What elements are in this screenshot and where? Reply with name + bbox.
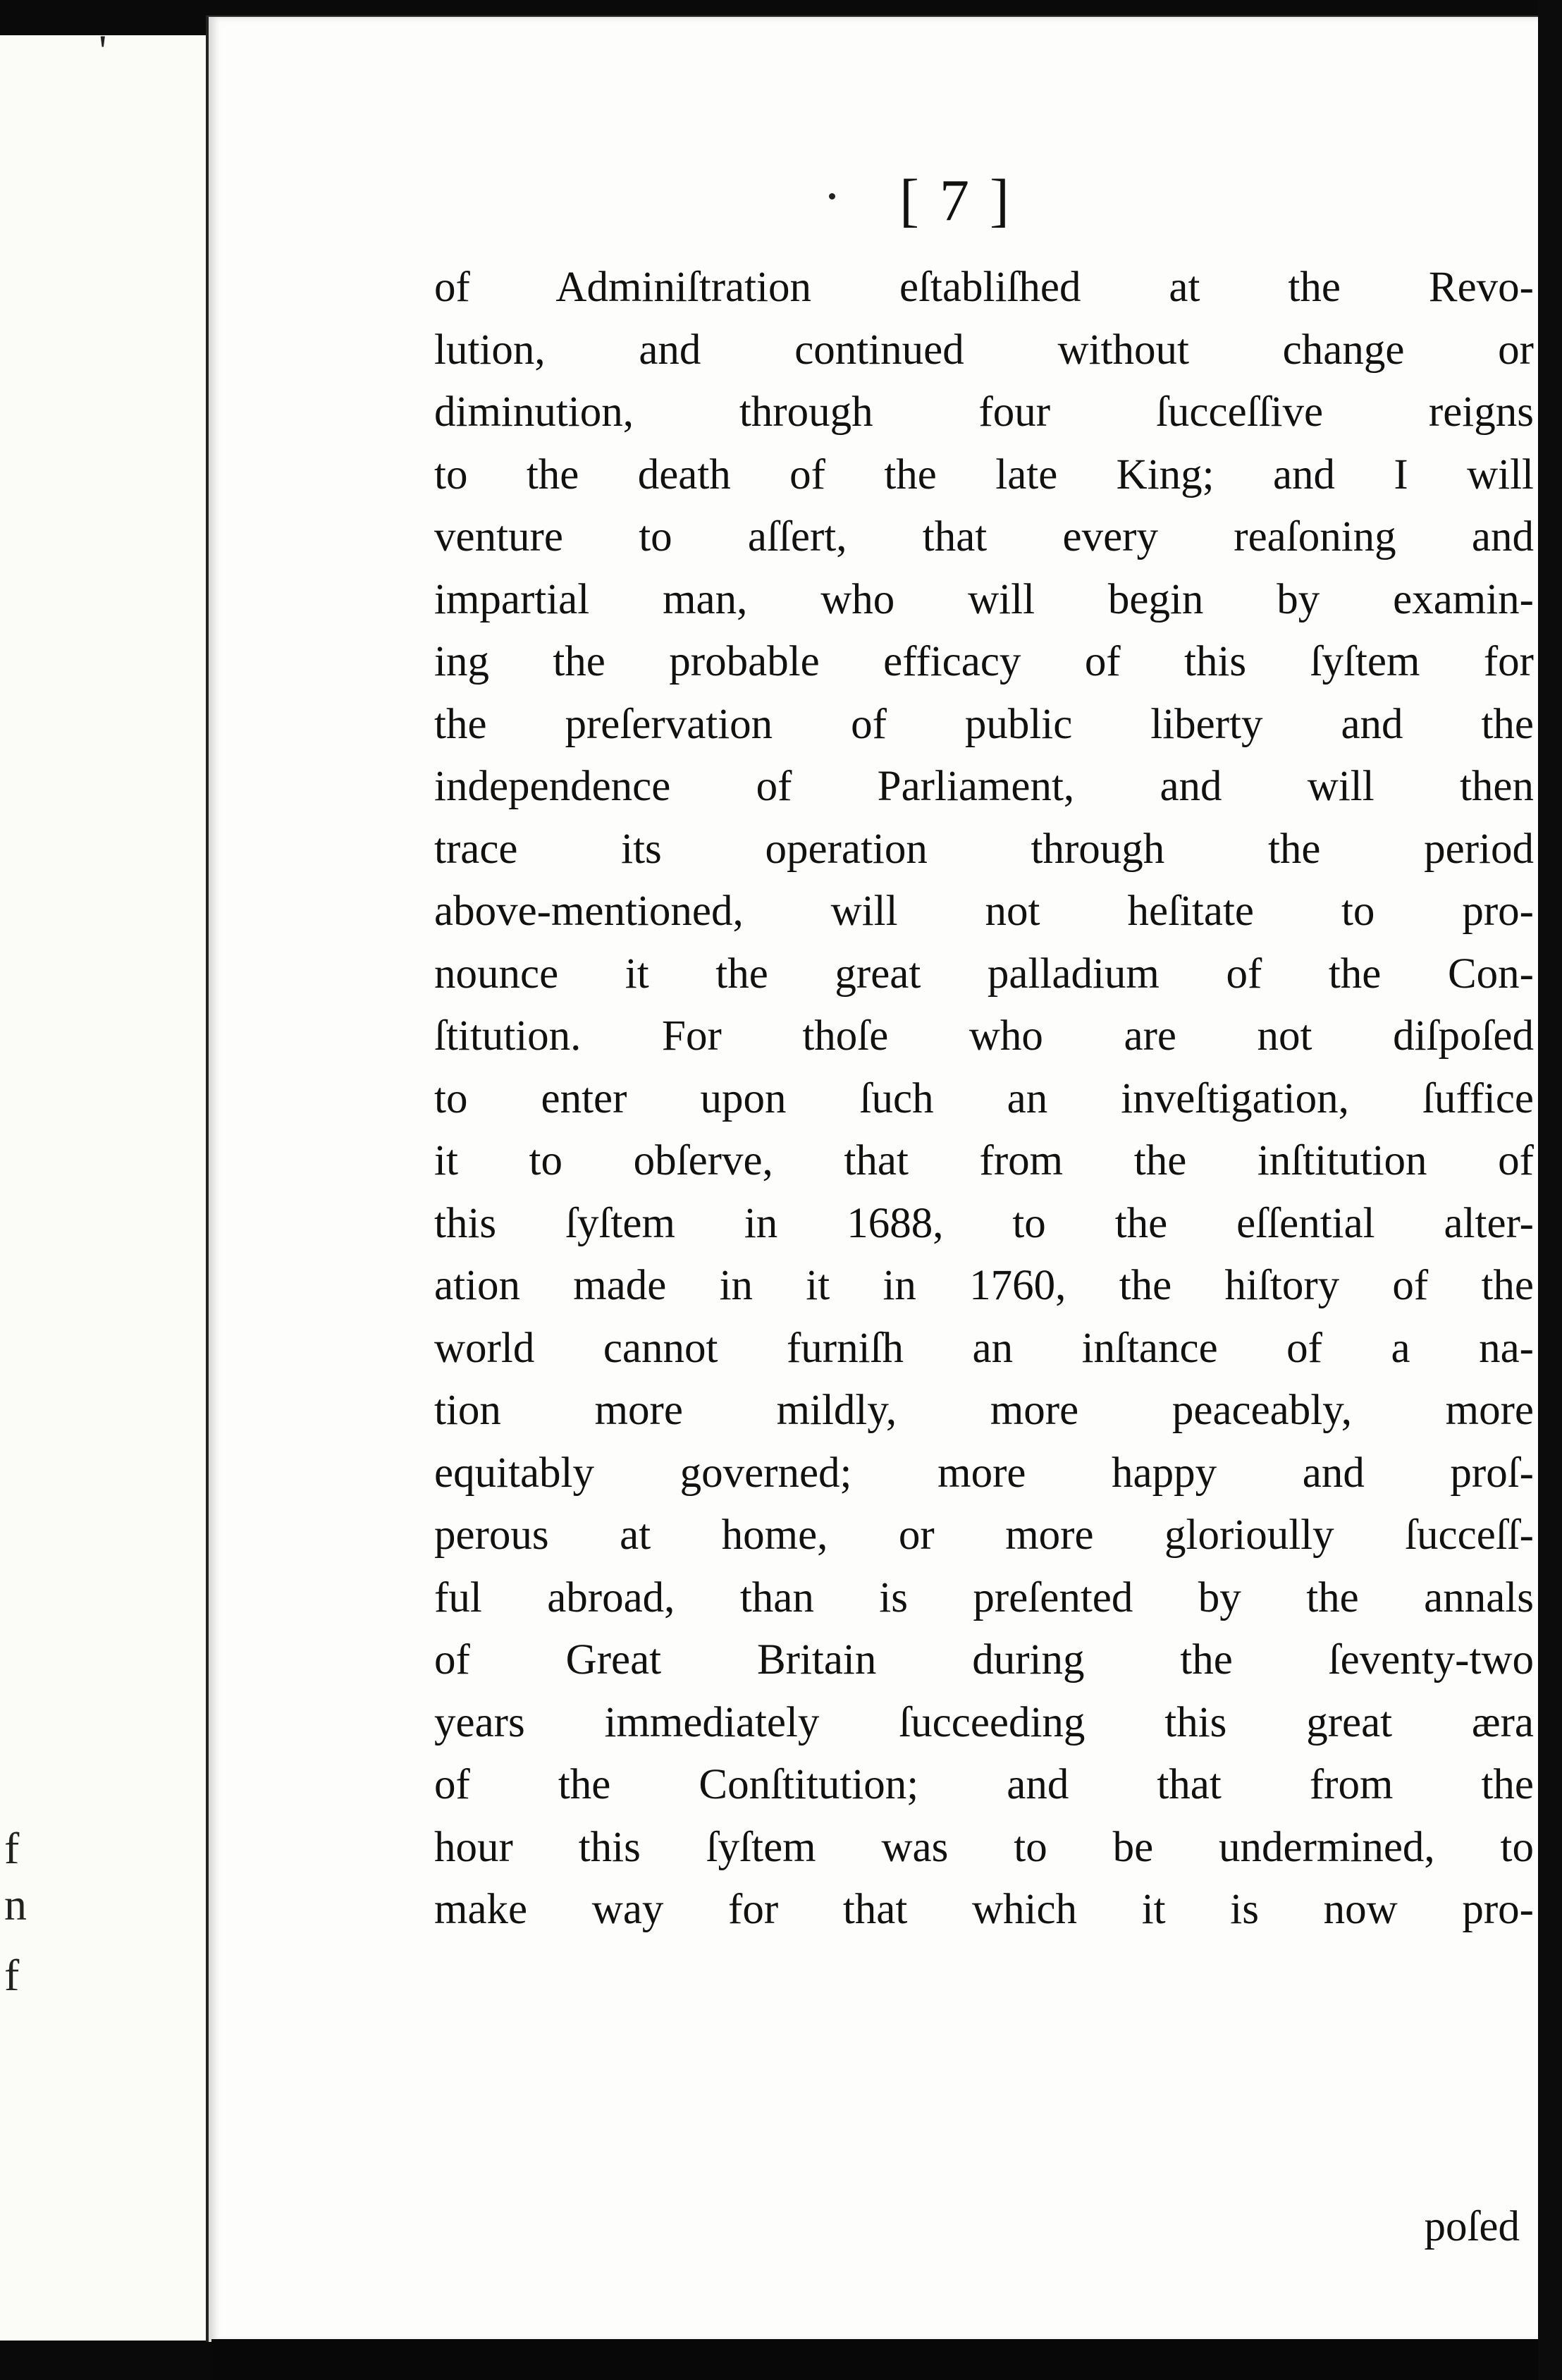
body-text	[434, 257, 1534, 2250]
text-line: above-mentioned, will not heſitate to pro-	[434, 888, 1534, 935]
text-line: make way for that which it is now pro-	[434, 1886, 1534, 1933]
text-line: world cannot furniſh an inſtance of a na-	[434, 1324, 1534, 1372]
text-line: impartial man, who will begin by examin-	[434, 575, 1534, 623]
page-number-dot	[829, 193, 835, 200]
text-line: lution, and continued without change or	[434, 326, 1534, 374]
text-line: independence of Parliament, and will then	[434, 763, 1534, 810]
bleed-glyph: '	[99, 35, 107, 75]
catchword: poſed	[1424, 2203, 1520, 2250]
scan-right-edge	[1538, 0, 1562, 2380]
text-line: nounce it the great palladium of the Con-	[434, 950, 1534, 998]
text-line: diminution, through four ſucceſſive reigns	[434, 388, 1534, 436]
text-line: hour this ſyſtem was to be undermined, to	[434, 1823, 1534, 1871]
text-line: ation made in it in 1760, the hiſtory of the	[434, 1262, 1534, 1309]
text-line: of Great Britain during the ſeventy-two	[434, 1636, 1534, 1683]
text-line: of Adminiſtration eſtabliſhed at the Revo-	[434, 264, 1534, 311]
text-line: this ſyſtem in 1688, to the eſſential alter-	[434, 1199, 1534, 1247]
text-line: tion more mildly, more peaceably, more	[434, 1387, 1534, 1434]
text-line: trace its operation through the period	[434, 825, 1534, 873]
text-line: perous at home, or more glorioully ſucceſſ-	[434, 1511, 1534, 1559]
text-line: venture to aſſert, that every reaſoning and	[434, 513, 1534, 560]
left-page-edge	[0, 35, 214, 2341]
bleed-glyph: f	[4, 1823, 20, 1873]
page-number: [ 7 ]	[899, 168, 1012, 233]
text-line: ſtitution. For thoſe who are not diſpoſed	[434, 1012, 1534, 1060]
book-page	[206, 16, 1541, 2342]
text-line: the preſervation of public liberty and the	[434, 700, 1534, 748]
text-line: equitably governed; more happy and proſ-	[434, 1449, 1534, 1497]
text-line: ful abroad, than is preſented by the annals	[434, 1574, 1534, 1621]
text-line: of the Conſtitution; and that from the	[434, 1761, 1534, 1808]
text-line: to enter upon ſuch an inveſtigation, ſuffice	[434, 1074, 1534, 1122]
left-page-bleed-through	[0, 35, 211, 2341]
text-line: years immediately ſucceeding this great æra	[434, 1698, 1534, 1746]
text-line: ing the probable efficacy of this ſyſtem for	[434, 638, 1534, 685]
bleed-glyph: n	[4, 1879, 27, 1930]
bleed-glyph: f	[4, 1950, 20, 2000]
text-line: to the death of the late King; and I will	[434, 450, 1534, 498]
scan-bottom-edge	[211, 2339, 1551, 2380]
text-line: it to obſerve, that from the inſtitution of	[434, 1137, 1534, 1184]
